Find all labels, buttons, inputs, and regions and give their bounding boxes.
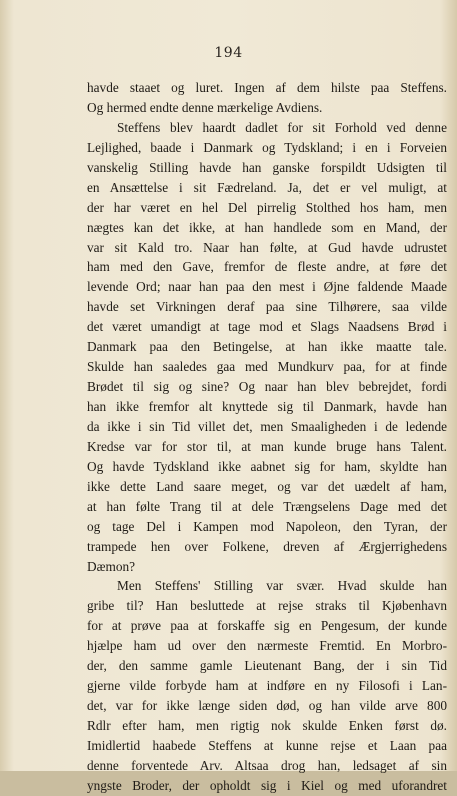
text-line: denne forventede Arv. Altsaa drog han, ledsaget af sin [87,757,447,773]
text-line: havde set Virkningen deraf paa sine Tilhørere, saa vilde [87,299,447,315]
text-line: Skulde han saaledes gaa med Mundkurv paa, for at finde [87,359,447,375]
page-number: 194 [214,45,243,61]
text-line: der, den samme gamle Lieutenant Bang, der i sin Tid [87,658,447,674]
text-line: hjælpe ham ud over den nærmeste Fremtid. En Morbro- [87,638,447,654]
text-line: ham med den Gave, fremfor de fleste andre, at føre det [87,259,447,275]
text-line: levende Ord; naar han paa den mest i Øjne faldende Maade [87,279,447,295]
text-line: Og hermed endte denne mærkelige Avdiens. [87,99,323,115]
text-line: at han følte Trang til at dele Trængselens Dage med det [87,498,447,514]
text-line: trampede hen over Folkene, dreven af Ærgjerrighedens [87,538,447,554]
text-line: og tage Del i Kampen mod Napoleon, den Tyran, der [87,518,447,534]
text-line: det, var for ikke længe siden død, og han vilde arve 800 [87,698,447,714]
text-line: Men Steffens' Stilling var svær. Hvad skulde han [117,578,447,594]
text-line: Og havde Tydskland ikke aabnet sig for ham, skyldte han [87,458,447,474]
text-line: Brødet til sig og sine? Og naar han blev bebrejdet, fordi [87,379,447,395]
text-line: han ikke fremfor alt knyttede sig til Danmark, havde han [87,399,447,414]
text-line: det været umandigt at tage mod et Slags Naadsens Brød i [87,319,447,335]
body-text [87,78,447,796]
text-line: var sit Kald tro. Naar han følte, at Gud havde udrustet [87,239,447,255]
text-line: en Ansættelse i sit Fædreland. Ja, det er vel muligt, at [87,179,447,195]
text-line: for at prøve paa at forskaffe sig en Pengesum, der kunde [87,618,447,634]
text-line: Imidlertid haabede Steffens at kunne rejse et Laan paa [87,737,447,753]
text-line: Lejlighed, baade i Danmark og Tydskland; i en i Forveien [87,139,447,155]
text-line: da ikke i sin Tid villet det, men Smaaligheden i de ledende [87,418,447,434]
text-line: Danmark paa den Betingelse, at han ikke maatte tale. [87,339,447,355]
text-line: ikke dette Land saare meget, og var det uædelt af ham, [87,478,447,494]
text-line: der har været en hel Del pirrelig Stolthed hos ham, men [87,199,447,215]
text-line: havde staaet og luret. Ingen af dem hilste paa Steffens. [87,80,447,95]
text-line: Dæmon? [87,558,136,574]
text-line: nægtes kan det ikke, at han handlede som en Mand, der [87,219,447,235]
text-line: Rdlr efter ham, men rigtig nok skulde Enken først dø. [87,718,447,733]
text-line: vanskelig Stilling havde han ganske forspildt Udsigten til [87,159,447,175]
text-line: gjerne vilde forbyde ham at indføre en ny Filosofi i Lan- [87,678,447,694]
text-line: yngste Broder, der opholdt sig i Kiel og med uforandret [87,777,447,793]
text-line: Steffens blev haardt dadlet for sit Forhold ved denne [117,119,447,135]
text-line: gribe til? Han besluttede at rejse straks til Kjøbenhavn [87,598,447,614]
text-line: Kredse var for stor til, at man kunde bruge hans Talent. [87,438,447,454]
